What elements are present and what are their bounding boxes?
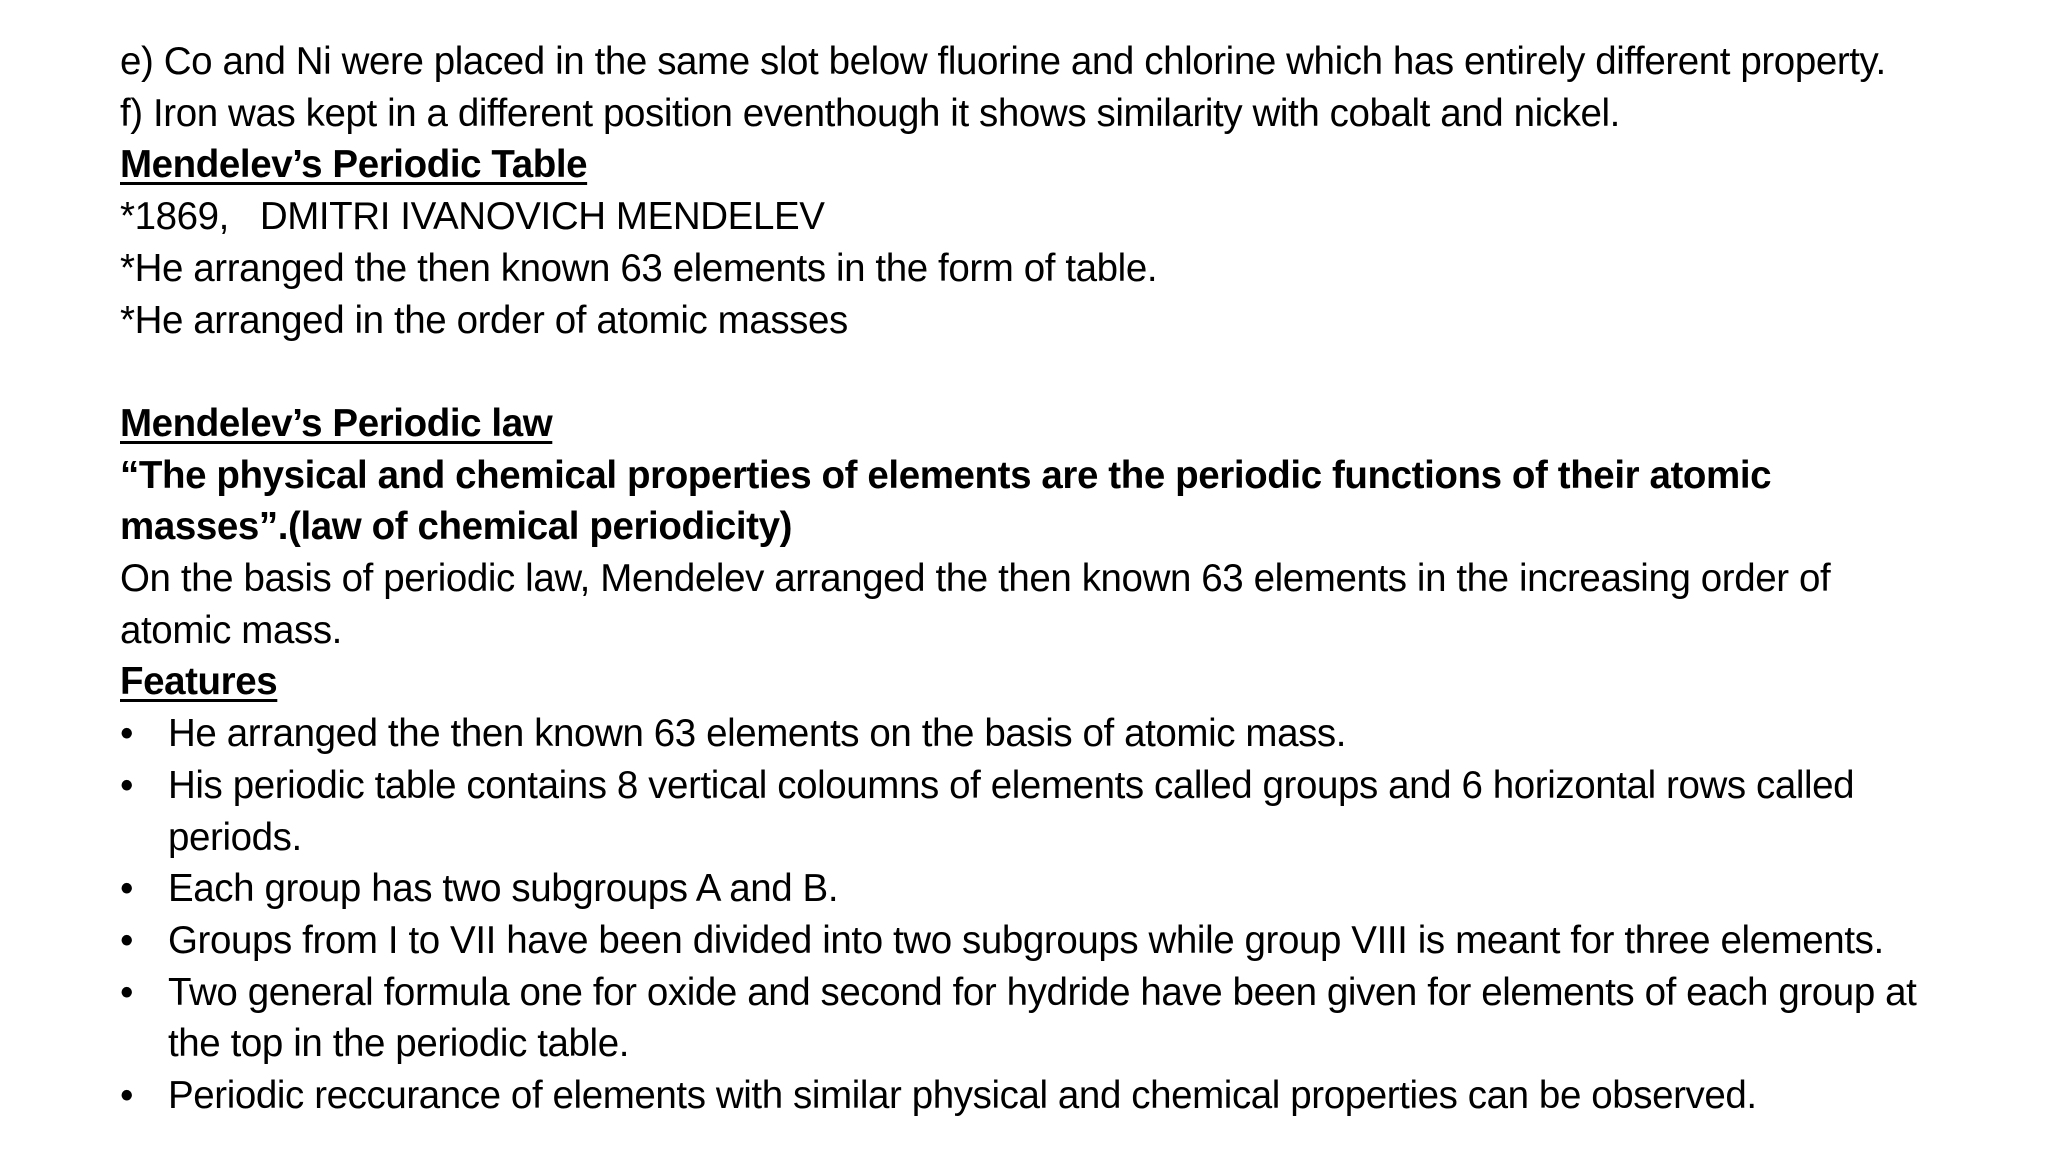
list-item: [120, 915, 2048, 967]
slide-content: [120, 36, 2020, 1122]
list-item: [120, 760, 2048, 863]
law-basis-line-1: On the basis of periodic law, Mendelev arranged the then known 63 elements in the increasing order of: [120, 557, 1831, 601]
bullet-icon: •: [120, 712, 134, 756]
feature-text-continued: the top in the periodic table.: [168, 1022, 630, 1066]
bullet-icon: •: [120, 918, 134, 962]
bullet-icon: •: [120, 763, 134, 807]
feature-text: His periodic table contains 8 vertical coloumns of elements called groups and 6 horizontal rows called: [168, 763, 1855, 807]
feature-text: Two general formula one for oxide and second for hydride have been given for elements of each group at: [168, 970, 1917, 1014]
feature-text: Periodic reccurance of elements with similar physical and chemical properties can be observed.: [168, 1074, 1757, 1118]
law-statement-line-2: masses”.(law of chemical periodicity): [120, 505, 793, 549]
list-item: [120, 1070, 2048, 1122]
periodic-table-heading: Mendelev’s Periodic Table: [120, 143, 588, 187]
intro-line-e: e) Co and Ni were placed in the same slot below fluorine and chlorine which has entirely different property.: [120, 40, 1886, 83]
feature-text: He arranged the then known 63 elements on the basis of atomic mass.: [168, 712, 1347, 756]
bullet-icon: •: [120, 1074, 134, 1118]
features-section: [120, 656, 2020, 708]
spacer: [120, 346, 2020, 398]
bullet-icon: •: [120, 867, 134, 911]
table-point-order: *He arranged in the order of atomic masses: [120, 298, 848, 342]
law-basis-line-2: atomic mass.: [120, 608, 342, 652]
law-section: [120, 398, 2020, 450]
list-item: [120, 967, 2048, 1070]
feature-text-continued: periods.: [168, 815, 302, 859]
periodic-law-heading: Mendelev’s Periodic law: [120, 401, 553, 445]
features-heading: Features: [120, 660, 278, 704]
features-list: [120, 708, 2020, 1122]
table-point-year: *1869, DMITRI IVANOVICH MENDELEV: [120, 195, 825, 239]
bullet-icon: •: [120, 970, 134, 1014]
law-statement-line-1: “The physical and chemical properties of elements are the periodic functions of their atomic: [120, 453, 1772, 497]
list-item: [120, 708, 2048, 760]
feature-text: Each group has two subgroups A and B.: [168, 867, 839, 911]
list-item: [120, 863, 2048, 915]
intro-line-f: f) Iron was kept in a different position eventhough it shows similarity with cobalt and nickel.: [120, 91, 1620, 135]
table-section: [120, 139, 2020, 191]
table-point-arranged: *He arranged the then known 63 elements in the form of table.: [120, 246, 1158, 290]
feature-text: Groups from I to VII have been divided into two subgroups while group VIII is meant for three elements.: [168, 918, 1884, 962]
